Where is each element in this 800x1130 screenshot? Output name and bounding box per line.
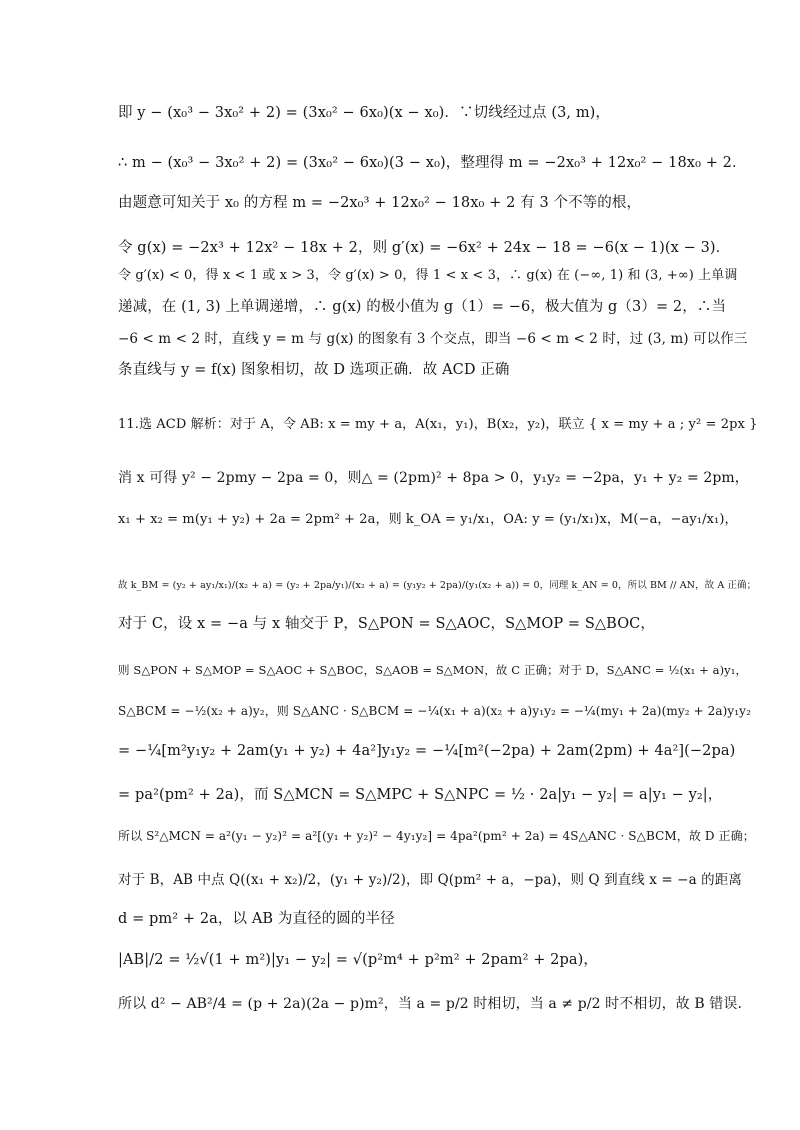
text-line-7: −6 < m < 2 时，直线 y = m 与 g(x) 的图象有 3 个交点，即当 −6 < m < 2 时，过 (3, m) 可以作三 [118, 331, 748, 347]
text-line-19: 对于 B，AB 中点 Q((x₁ + x₂)/2，(y₁ + y₂)/2)，即 Q(pm² + a，−pa)，则 Q 到直线 x = −a 的距离 [118, 872, 742, 888]
text-line-12: 故 k_BM = (y₂ + ay₁/x₁)/(x₂ + a) = (y₂ + 2pa/y₁)/(x₂ + a) = (y₁y₂ + 2pa)/(y₁(x₂ + a)) = 0，同理 k_AN = 0，所以 BM // AN，故 A 正确； [118, 580, 757, 591]
text-line-2: ∴ m − (x₀³ − 3x₀² + 2) = (3x₀² − 6x₀)(3 − x₀)，整理得 m = −2x₀³ + 12x₀² − 18x₀ + 2． [118, 155, 747, 171]
text-line-15: S△BCM = −½(x₂ + a)y₂，则 S△ANC · S△BCM = −¼(x₁ + a)(x₂ + a)y₁y₂ = −¼(my₁ + 2a)(my₂ + 2a)y₁y₂ [118, 704, 751, 718]
text-line-21: |AB|/2 = ½√(1 + m²)|y₁ − y₂| = √(p²m⁴ + p²m² + 2pam² + 2pa)， [118, 952, 598, 968]
text-line-4: 令 g(x) = −2x³ + 12x² − 18x + 2，则 g′(x) = −6x² + 24x − 18 = −6(x − 1)(x − 3)． [118, 240, 731, 256]
text-line-6: 递减，在 (1, 3) 上单调递增，∴ g(x) 的极小值为 g（1）= −6，极大值为 g（3）= 2，∴当 [118, 299, 727, 315]
text-line-20: d = pm² + 2a，以 AB 为直径的圆的半径 [118, 911, 395, 927]
text-line-10: 消 x 可得 y² − 2pmy − 2pa = 0，则△ = (2pm)² + 8pa > 0，y₁y₂ = −2pa，y₁ + y₂ = 2pm， [118, 470, 749, 486]
text-line-13: 对于 C，设 x = −a 与 x 轴交于 P，S△PON = S△AOC，S△MOP = S△BOC， [118, 616, 655, 632]
text-line-16: = −¼[m²y₁y₂ + 2am(y₁ + y₂) + 4a²]y₁y₂ = −¼[m²(−2pa) + 2am(2pm) + 4a²](−2pa) [118, 743, 736, 759]
text-line-11: x₁ + x₂ = m(y₁ + y₂) + 2a = 2pm² + 2a，则 k_OA = y₁/x₁，OA: y = (y₁/x₁)x，M(−a，−ay₁/x₁)， [118, 512, 738, 527]
text-line-9: 11.选 ACD 解析：对于 A，令 AB: x = my + a，A(x₁，y₁)，B(x₂，y₂)，联立 { x = my + a ; y² = 2px } [118, 417, 758, 432]
text-line-1: 即 y − (x₀³ − 3x₀² + 2) = (3x₀² − 6x₀)(x − x₀)．∵切线经过点 (3, m)， [118, 105, 611, 121]
text-line-3: 由题意可知关于 x₀ 的方程 m = −2x₀³ + 12x₀² − 18x₀ + 2 有 3 个不等的根， [118, 195, 642, 211]
text-line-22: 所以 d² − AB²/4 = (p + 2a)(2a − p)m²，当 a = p/2 时相切，当 a ≠ p/2 时不相切，故 B 错误. [118, 996, 743, 1012]
text-line-8: 条直线与 y = f(x) 图象相切，故 D 选项正确．故 ACD 正确 [118, 362, 510, 378]
text-line-18: 所以 S²△MCN = a²(y₁ − y₂)² = a²[(y₁ + y₂)² − 4y₁y₂] = 4pa²(pm² + 2a) = 4S△ANC · S△BCM，故 D 正确； [118, 829, 755, 843]
text-line-17: = pa²(pm² + 2a)，而 S△MCN = S△MPC + S△NPC = ½ · 2a|y₁ − y₂| = a|y₁ − y₂|， [118, 787, 723, 803]
text-line-14: 则 S△PON + S△MOP = S△AOC + S△BOC，S△AOB = S△MON，故 C 正确；对于 D，S△ANC = ½(x₁ + a)y₁， [118, 663, 748, 677]
text-line-5: 令 g′(x) < 0，得 x < 1 或 x > 3，令 g′(x) > 0，得 1 < x < 3，∴ g(x) 在 (−∞, 1) 和 (3, +∞) 上单调 [118, 268, 738, 283]
